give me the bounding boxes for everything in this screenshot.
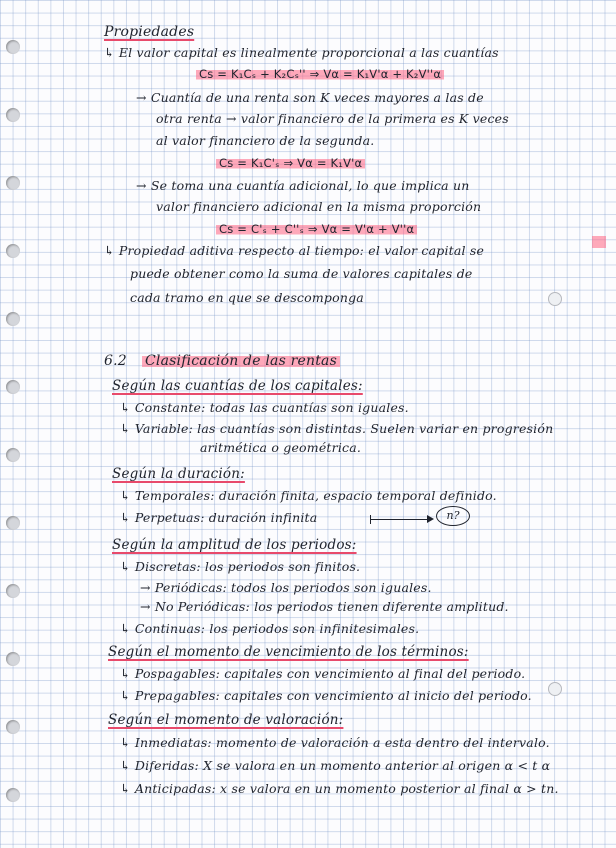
list-item: ↳ Discretas: los periodos son finitos. — [120, 559, 361, 574]
text-line: ↳ Propiedad aditiva respecto al tiempo: el valor capital se — [104, 243, 485, 258]
text-line: → Cuantía de una renta son K veces mayores a las de — [136, 90, 484, 105]
subheading: Según el momento de vencimiento de los términos: — [108, 644, 469, 660]
list-item: → No Periódicas: los periodos tienen diferente amplitud. — [140, 599, 509, 614]
binder-hole — [6, 244, 20, 258]
heading-text: Clasificación de las rentas — [142, 353, 340, 369]
list-item: ↳ Inmediatas: momento de valoración a esta dentro del intervalo. — [120, 735, 550, 750]
arrow-right-icon — [370, 519, 432, 520]
punch-ring-icon — [548, 292, 562, 306]
list-item: ↳ Prepagables: capitales con vencimiento al inicio del periodo. — [120, 688, 532, 703]
text-line: ↳ El valor capital es linealmente proporcional a las cuantías — [104, 45, 499, 60]
text-line: al valor financiero de la segunda. — [156, 133, 375, 148]
binder-hole — [6, 108, 20, 122]
binder-hole — [6, 720, 20, 734]
list-item: ↳ Perpetuas: duración infinita — [120, 510, 318, 525]
formula-text: Cs = K₁C'ₛ ⇒ Vα = K₁V'α — [216, 156, 365, 170]
heading-propiedades: Propiedades — [104, 24, 195, 40]
heading-clasificacion — [142, 353, 340, 369]
subheading: Según el momento de valoración: — [108, 712, 344, 728]
punch-ring-icon — [548, 682, 562, 696]
list-item: → Periódicas: todos los periodos son iguales. — [140, 580, 432, 595]
list-item: ↳ Diferidas: X se valora en un momento anterior al origen α < t α — [120, 758, 551, 773]
binder-hole — [6, 312, 20, 326]
section-number: 6.2 — [104, 353, 127, 369]
list-item: ↳ Variable: las cuantías son distintas. Suelen variar en progresión — [120, 421, 554, 436]
text-line: puede obtener como la suma de valores capitales de — [130, 266, 473, 281]
formula — [216, 221, 417, 237]
list-item: ↳ Temporales: duración finita, espacio temporal definido. — [120, 488, 497, 503]
subheading: Según la amplitud de los periodos: — [112, 537, 357, 553]
formula-text: Cs = K₁Cₛ + K₂Cₛ'' ⇒ Vα = K₁V'α + K₂V''α — [196, 67, 444, 81]
n-question-circle: n? — [436, 506, 470, 526]
margin-highlight-mark — [592, 236, 606, 248]
list-item: ↳ Anticipadas: x se valora en un momento posterior al final α > tn. — [120, 781, 559, 796]
binder-hole — [6, 176, 20, 190]
subheading: Según las cuantías de los capitales: — [112, 378, 363, 394]
formula-text: Cs = C'ₛ + C''ₛ ⇒ Vα = V'α + V''α — [216, 222, 417, 236]
formula — [196, 66, 444, 82]
binder-holes — [0, 0, 26, 848]
binder-hole — [6, 380, 20, 394]
binder-hole — [6, 788, 20, 802]
binder-hole — [6, 40, 20, 54]
subheading: Según la duración: — [112, 466, 245, 482]
list-item: aritmética o geométrica. — [200, 440, 362, 455]
list-item: ↳ Pospagables: capitales con vencimiento al final del periodo. — [120, 666, 526, 681]
binder-hole — [6, 448, 20, 462]
binder-hole — [6, 584, 20, 598]
formula — [216, 155, 365, 171]
text-line: → Se toma una cuantía adicional, lo que implica un — [136, 178, 470, 193]
list-item: ↳ Continuas: los periodos son infinitesimales. — [120, 621, 420, 636]
list-item: ↳ Constante: todas las cuantías son iguales. — [120, 400, 409, 415]
binder-hole — [6, 516, 20, 530]
text-line: valor financiero adicional en la misma proporción — [156, 199, 482, 214]
text-line: otra renta → valor financiero de la primera es K veces — [156, 111, 509, 126]
binder-hole — [6, 652, 20, 666]
text-line: cada tramo en que se descomponga — [130, 290, 364, 305]
